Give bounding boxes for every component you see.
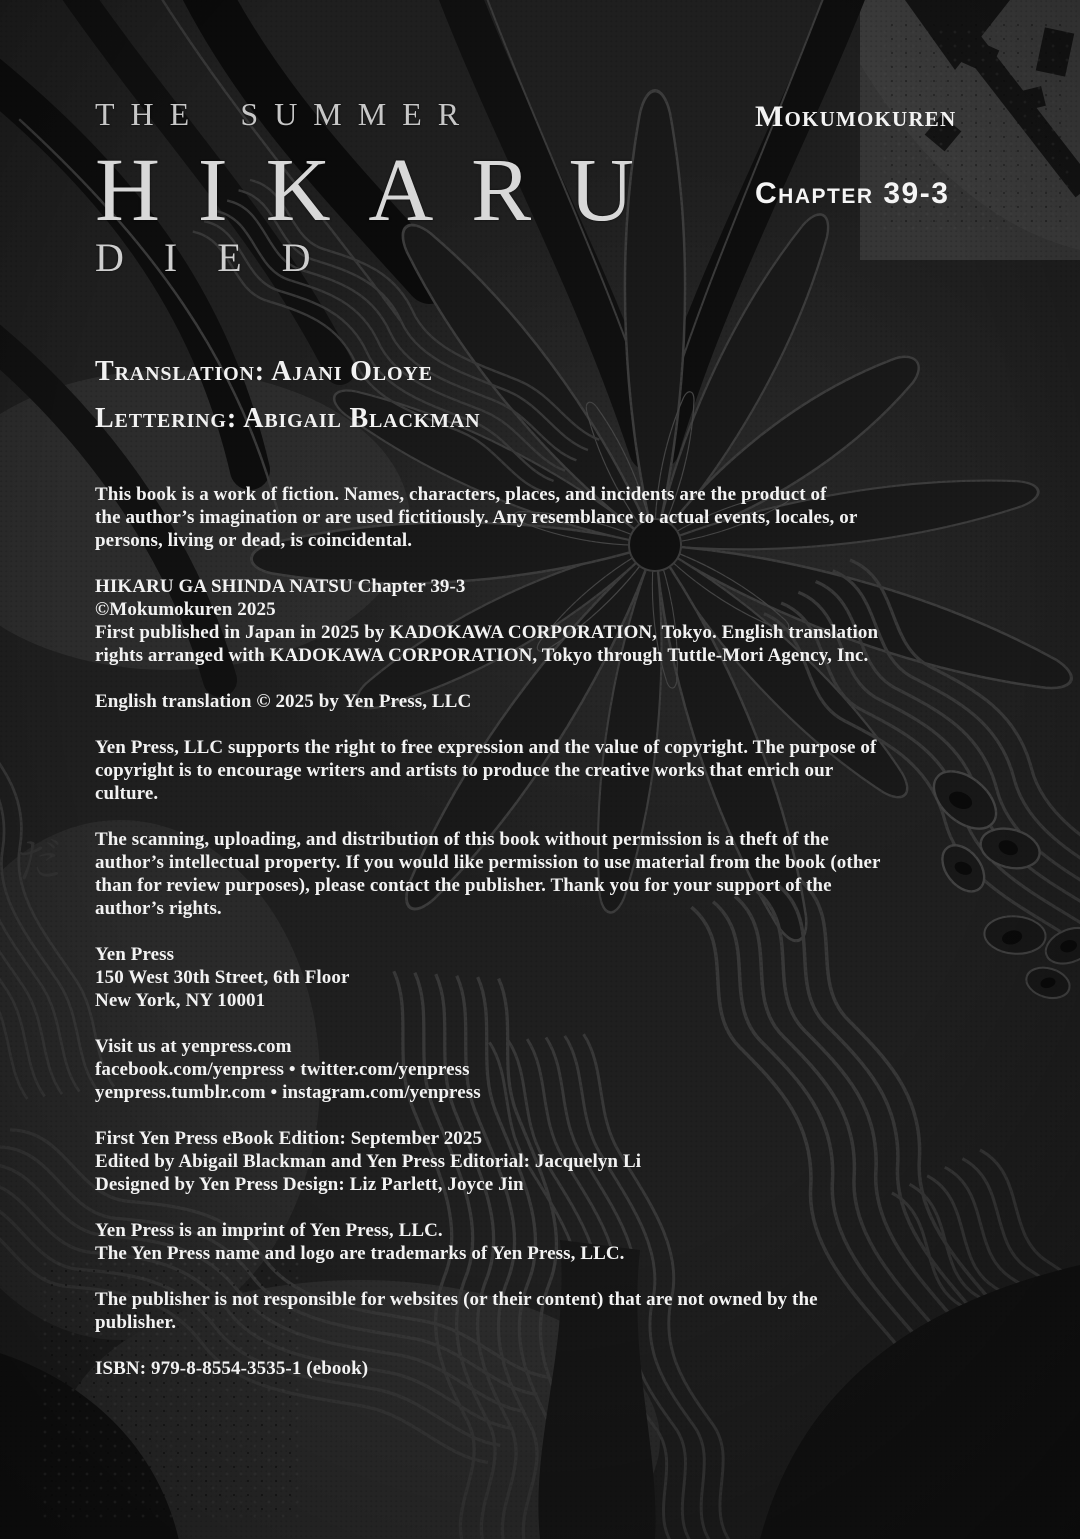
colophon-paragraph-fiction-disclaimer: This book is a work of fiction. Names, characters, places, and incidents are the product of the author’s imagination or are used fictitiously. Any resemblance to actual events, locales, or persons, living or dead, is coincidental.: [95, 484, 858, 551]
colophon-paragraph-edition-credits: First Yen Press eBook Edition: September 2025 Edited by Abigail Blackman and Yen Press Editorial: Jacquelyn Li Designed by Yen Press Design: Liz Parlett, Joyce Jin: [95, 1128, 642, 1195]
background-art-glyph: だ: [13, 830, 66, 890]
staff-credits: [95, 348, 480, 442]
colophon-paragraph-isbn: ISBN: 979-8-8554-3535-1 (ebook): [95, 1358, 369, 1379]
translation-credit: Translation: Ajani Oloye: [95, 356, 433, 387]
series-logo-line-hikaru: HIKARU: [95, 141, 672, 240]
colophon-paragraph-publisher-links: Visit us at yenpress.com facebook.com/yenpress • twitter.com/yenpress yenpress.tumblr.com • instagram.com/yenpress: [95, 1036, 481, 1103]
colophon-paragraph-japanese-copyright: HIKARU GA SHINDA NATSU Chapter 39-3 ©Mokumokuren 2025 First published in Japan in 2025 by KADOKAWA CORPORATION, Tokyo. English translation rights arranged with KADOKAWA CORPORATION, Tokyo through Tuttle-Mori Agency, Inc.: [95, 576, 879, 666]
colophon: [95, 483, 1045, 1380]
series-logo-line-died: DIED: [95, 235, 351, 280]
colophon-paragraph-imprint: Yen Press is an imprint of Yen Press, LLC. The Yen Press name and logo are trademarks of Yen Press, LLC.: [95, 1220, 625, 1264]
colophon-paragraph-publisher-address: Yen Press 150 West 30th Street, 6th Floor New York, NY 10001: [95, 944, 350, 1011]
colophon-paragraph-website-disclaimer: The publisher is not responsible for websites (or their content) that are not owned by the publisher.: [95, 1289, 818, 1333]
chapter-label: Chapter 39-3: [755, 177, 950, 210]
colophon-paragraph-antipiracy: The scanning, uploading, and distribution of this book without permission is a theft of the author’s intellectual property. If you would like permission to use material from the book (other than for review purposes), please contact the publisher. Thank you for your support of the author’s rights.: [95, 829, 881, 919]
series-logo-line-the-summer: THE SUMMER: [95, 96, 476, 132]
author-name: Mokumokuren: [755, 100, 957, 133]
lettering-credit: Lettering: Abigail Blackman: [95, 403, 481, 434]
colophon-paragraph-copyright-support: Yen Press, LLC supports the right to free expression and the value of copyright. The purpose of copyright is to encourage writers and artists to produce the creative works that enrich our culture.: [95, 737, 877, 804]
colophon-paragraph-english-translation-copyright: English translation © 2025 by Yen Press, LLC: [95, 691, 472, 712]
